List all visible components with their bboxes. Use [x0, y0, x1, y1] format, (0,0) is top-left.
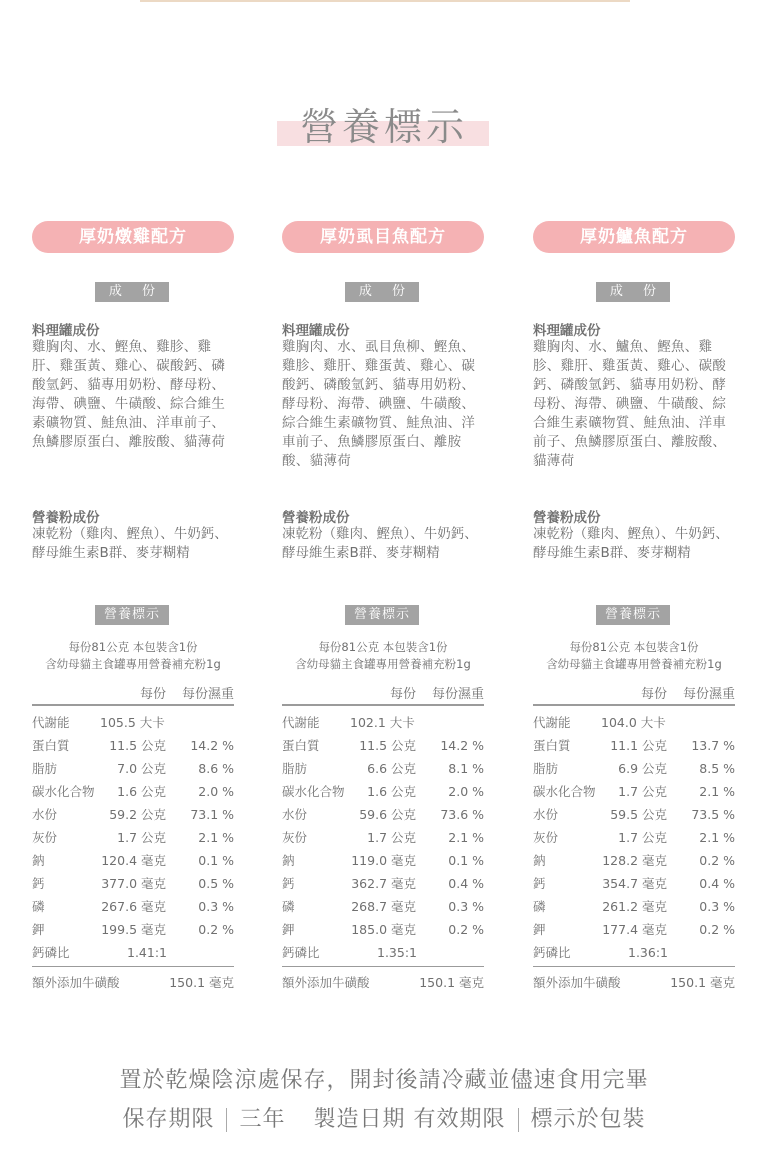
- nutrient-value: 59.5 公克: [610, 807, 667, 822]
- serving-size: 每份81公克 本包裝含1份: [318, 640, 448, 654]
- nutrient-name: 磷: [282, 899, 295, 914]
- nutrient-value: 104.0 大卡: [601, 715, 666, 730]
- table-row: [282, 895, 484, 918]
- storage-note: 置於乾燥陰涼處保存，開封後請冷藏並儘速食用完畢: [119, 1068, 649, 1093]
- nutrient-value: 354.7 毫克: [602, 876, 667, 891]
- nutrient-percent: 0.2 %: [699, 922, 735, 937]
- table-row: [533, 872, 735, 895]
- nutrient-value: 377.0 毫克: [101, 876, 166, 891]
- serving-info: [527, 639, 741, 673]
- nutrient-value: 59.2 公克: [109, 807, 166, 822]
- serving-note: 含幼母貓主食罐專用營養補充粉1g: [45, 657, 221, 671]
- nutrient-percent: 2.1 %: [448, 830, 484, 845]
- formula-column: [32, 221, 234, 990]
- table-row: [282, 872, 484, 895]
- nutrient-name: 蛋白質: [282, 738, 320, 753]
- powder-ingredients-text: 凍乾粉（雞肉、鰹魚）、牛奶鈣、酵母維生素B群、麥芽糊精: [533, 526, 729, 561]
- nutrition-header: 營養標示: [596, 605, 670, 625]
- table-row: [533, 941, 735, 964]
- col-per-serving: 每份: [389, 687, 416, 702]
- nutrient-name: 鉀: [533, 922, 546, 937]
- table-header: [282, 683, 484, 703]
- table-rule: [282, 704, 484, 706]
- nutrient-percent: 14.2 %: [190, 738, 234, 753]
- separator: [518, 1108, 519, 1132]
- formula-name-pill: 厚奶鱸魚配方: [533, 221, 735, 253]
- table-row: [32, 918, 234, 941]
- nutrient-value: 1.7 公克: [618, 784, 667, 799]
- nutrient-name: 蛋白質: [533, 738, 571, 753]
- table-row: [282, 849, 484, 872]
- table-row: [32, 780, 234, 803]
- nutrient-name: 碳水化合物: [282, 784, 345, 799]
- nutrient-value: 120.4 毫克: [101, 853, 166, 868]
- nutrient-percent: 73.1 %: [190, 807, 234, 822]
- serving-info: [26, 639, 240, 673]
- title-area: [0, 96, 768, 151]
- table-row: [282, 780, 484, 803]
- table-row: [533, 757, 735, 780]
- nutrient-name: 鈣: [533, 876, 546, 891]
- nutrient-value: 1.6 公克: [117, 784, 166, 799]
- ingredients-header: 成 份: [596, 282, 670, 302]
- nutrient-value: 268.7 毫克: [351, 899, 416, 914]
- nutrient-percent: 0.3 %: [198, 899, 234, 914]
- nutrient-name: 鈉: [533, 853, 546, 868]
- dates-value: 標示於包裝: [530, 1107, 646, 1132]
- table-row: [533, 711, 735, 734]
- powder-ingredients-text: 凍乾粉（雞肉、鰹魚）、牛奶鈣、酵母維生素B群、麥芽糊精: [282, 526, 478, 561]
- table-row: [533, 918, 735, 941]
- extra-name: 額外添加牛磺酸: [282, 975, 370, 990]
- table-rule: [282, 966, 484, 967]
- nutrition-header: 營養標示: [95, 605, 169, 625]
- serving-size: 每份81公克 本包裝含1份: [68, 640, 198, 654]
- nutrient-percent: 73.6 %: [440, 807, 484, 822]
- nutrition-header: 營養標示: [345, 605, 419, 625]
- nutrient-value: 6.9 公克: [618, 761, 667, 776]
- nutrition-table: [533, 711, 735, 964]
- nutrient-percent: 14.2 %: [440, 738, 484, 753]
- nutrient-percent: 73.5 %: [691, 807, 735, 822]
- nutrient-percent: 2.1 %: [198, 830, 234, 845]
- extra-value: 150.1 毫克: [670, 975, 735, 990]
- nutrient-name: 脂肪: [32, 761, 58, 776]
- extra-name: 額外添加牛磺酸: [533, 975, 621, 990]
- extra-name: 額外添加牛磺酸: [32, 975, 120, 990]
- table-rule: [533, 966, 735, 967]
- nutrient-value: 1.35:1: [377, 945, 417, 960]
- nutrient-percent: 0.4 %: [699, 876, 735, 891]
- nutrient-value: 1.7 公克: [367, 830, 416, 845]
- nutrient-value: 119.0 毫克: [351, 853, 416, 868]
- table-row: [282, 711, 484, 734]
- nutrient-percent: 2.0 %: [198, 784, 234, 799]
- can-ingredients-text: 雞胸肉、水、鱸魚、鰹魚、雞胗、雞肝、雞蛋黃、雞心、碳酸鈣、磷酸氫鈣、貓專用奶粉、酵母粉、海帶、碘鹽、牛磺酸、綜合維生素礦物質、鮭魚油、洋車前子、魚鱗膠原蛋白、離胺酸、貓薄荷: [533, 339, 727, 469]
- nutrient-percent: 0.3 %: [448, 899, 484, 914]
- top-divider: [140, 0, 630, 2]
- nutrient-percent: 2.1 %: [699, 830, 735, 845]
- table-row: [282, 941, 484, 964]
- separator: [226, 1108, 227, 1132]
- nutrient-name: 代謝能: [533, 715, 571, 730]
- table-row: [533, 826, 735, 849]
- serving-note: 含幼母貓主食罐專用營養補充粉1g: [295, 657, 471, 671]
- table-row: [533, 849, 735, 872]
- table-row: [533, 734, 735, 757]
- table-row: [282, 757, 484, 780]
- table-header: [32, 683, 234, 703]
- nutrient-name: 鈉: [282, 853, 295, 868]
- table-row: [32, 803, 234, 826]
- nutrient-percent: 0.4 %: [448, 876, 484, 891]
- col-wet-weight: 每份濕重: [431, 687, 484, 702]
- shelf-life-value: 三年: [239, 1107, 286, 1132]
- nutrient-name: 水份: [533, 807, 559, 822]
- col-wet-weight: 每份濕重: [181, 687, 234, 702]
- table-rule: [533, 704, 735, 706]
- nutrient-value: 128.2 毫克: [602, 853, 667, 868]
- nutrient-name: 代謝能: [32, 715, 70, 730]
- table-rule: [32, 966, 234, 967]
- table-row: [32, 941, 234, 964]
- nutrient-name: 脂肪: [533, 761, 559, 776]
- can-ingredients-title: 料理罐成份: [282, 323, 350, 339]
- nutrient-name: 鈣磷比: [32, 945, 70, 960]
- nutrient-value: 102.1 大卡: [350, 715, 415, 730]
- serving-note: 含幼母貓主食罐專用營養補充粉1g: [546, 657, 722, 671]
- nutrient-name: 碳水化合物: [533, 784, 596, 799]
- table-row: [32, 826, 234, 849]
- serving-size: 每份81公克 本包裝含1份: [569, 640, 699, 654]
- nutrient-percent: 0.2 %: [448, 922, 484, 937]
- table-row: [32, 849, 234, 872]
- extra-value: 150.1 毫克: [169, 975, 234, 990]
- col-wet-weight: 每份濕重: [682, 687, 735, 702]
- nutrient-name: 水份: [32, 807, 58, 822]
- nutrient-name: 代謝能: [282, 715, 320, 730]
- nutrient-value: 1.41:1: [127, 945, 167, 960]
- nutrient-percent: 2.0 %: [448, 784, 484, 799]
- nutrient-value: 6.6 公克: [367, 761, 416, 776]
- nutrient-name: 水份: [282, 807, 308, 822]
- ingredients-header: 成 份: [95, 282, 169, 302]
- serving-info: [276, 639, 490, 673]
- table-row: [32, 895, 234, 918]
- nutrient-value: 1.7 公克: [117, 830, 166, 845]
- col-per-serving: 每份: [640, 687, 667, 702]
- formula-name-pill: 厚奶燉雞配方: [32, 221, 234, 253]
- nutrient-value: 1.6 公克: [367, 784, 416, 799]
- nutrient-value: 7.0 公克: [117, 761, 166, 776]
- nutrient-percent: 0.1 %: [448, 853, 484, 868]
- nutrient-name: 鉀: [282, 922, 295, 937]
- nutrient-value: 362.7 毫克: [351, 876, 416, 891]
- nutrient-value: 11.5 公克: [109, 738, 166, 753]
- nutrient-name: 鈣: [282, 876, 295, 891]
- can-ingredients-title: 料理罐成份: [533, 323, 601, 339]
- nutrient-name: 磷: [533, 899, 546, 914]
- nutrient-name: 鈣磷比: [533, 945, 571, 960]
- powder-ingredients-title: 營養粉成份: [533, 510, 601, 526]
- dates-label: 製造日期 有效期限: [313, 1107, 506, 1132]
- nutrient-name: 磷: [32, 899, 45, 914]
- nutrient-value: 185.0 毫克: [351, 922, 416, 937]
- nutrient-name: 脂肪: [282, 761, 308, 776]
- nutrient-value: 11.5 公克: [359, 738, 416, 753]
- nutrient-name: 鉀: [32, 922, 45, 937]
- powder-ingredients-title: 營養粉成份: [32, 510, 100, 526]
- table-row: [533, 895, 735, 918]
- powder-ingredients-text: 凍乾粉（雞肉、鰹魚）、牛奶鈣、酵母維生素B群、麥芽糊精: [32, 526, 228, 561]
- table-row: [533, 780, 735, 803]
- formula-column: [282, 221, 484, 990]
- nutrient-percent: 8.5 %: [699, 761, 735, 776]
- nutrient-percent: 0.5 %: [198, 876, 234, 891]
- powder-ingredients-title: 營養粉成份: [282, 510, 350, 526]
- table-row: [32, 734, 234, 757]
- can-ingredients-text: 雞胸肉、水、虱目魚柳、鰹魚、雞胗、雞肝、雞蛋黃、雞心、碳酸鈣、磷酸氫鈣、貓專用奶粉、酵母粉、海帶、碘鹽、牛磺酸、綜合維生素礦物質、鮭魚油、洋車前子、魚鱗膠原蛋白、離胺酸、貓薄荷: [282, 339, 476, 469]
- nutrient-value: 11.1 公克: [610, 738, 667, 753]
- nutrient-value: 177.4 毫克: [602, 922, 667, 937]
- shelf-life-label: 保存期限: [122, 1107, 215, 1132]
- nutrient-percent: 13.7 %: [691, 738, 735, 753]
- nutrient-value: 105.5 大卡: [100, 715, 165, 730]
- nutrient-name: 灰份: [533, 830, 559, 845]
- extra-value: 150.1 毫克: [419, 975, 484, 990]
- table-row: [282, 918, 484, 941]
- nutrient-percent: 0.3 %: [699, 899, 735, 914]
- formula-column: [533, 221, 735, 990]
- table-row: [282, 803, 484, 826]
- page-title: 營養標示: [299, 105, 468, 149]
- nutrient-value: 1.36:1: [628, 945, 668, 960]
- table-row: [32, 757, 234, 780]
- table-row: [32, 872, 234, 895]
- nutrient-percent: 2.1 %: [699, 784, 735, 799]
- nutrient-value: 267.6 毫克: [101, 899, 166, 914]
- nutrient-name: 鈣磷比: [282, 945, 320, 960]
- nutrient-name: 蛋白質: [32, 738, 70, 753]
- nutrient-name: 鈣: [32, 876, 45, 891]
- ingredients-header: 成 份: [345, 282, 419, 302]
- nutrient-value: 199.5 毫克: [101, 922, 166, 937]
- formula-name-pill: 厚奶虱目魚配方: [282, 221, 484, 253]
- shelf-life-line: [0, 1102, 768, 1133]
- nutrition-table: [32, 711, 234, 964]
- nutrient-name: 灰份: [32, 830, 58, 845]
- table-row: [282, 826, 484, 849]
- nutrient-value: 1.7 公克: [618, 830, 667, 845]
- nutrition-table: [282, 711, 484, 964]
- nutrient-percent: 8.6 %: [198, 761, 234, 776]
- nutrient-percent: 0.2 %: [699, 853, 735, 868]
- nutrient-name: 鈉: [32, 853, 45, 868]
- nutrient-name: 碳水化合物: [32, 784, 95, 799]
- col-per-serving: 每份: [139, 687, 166, 702]
- table-row: [32, 711, 234, 734]
- nutrient-percent: 0.2 %: [198, 922, 234, 937]
- table-header: [533, 683, 735, 703]
- nutrient-value: 59.6 公克: [359, 807, 416, 822]
- table-row: [282, 734, 484, 757]
- can-ingredients-title: 料理罐成份: [32, 323, 100, 339]
- nutrient-name: 灰份: [282, 830, 308, 845]
- table-rule: [32, 704, 234, 706]
- nutrient-value: 261.2 毫克: [602, 899, 667, 914]
- can-ingredients-text: 雞胸肉、水、鰹魚、雞胗、雞肝、雞蛋黃、雞心、碳酸鈣、磷酸氫鈣、貓專用奶粉、酵母粉、海帶、碘鹽、牛磺酸、綜合維生素礦物質、鮭魚油、洋車前子、魚鱗膠原蛋白、離胺酸、貓薄荷: [32, 339, 226, 450]
- nutrient-percent: 8.1 %: [448, 761, 484, 776]
- table-row: [533, 803, 735, 826]
- nutrient-percent: 0.1 %: [198, 853, 234, 868]
